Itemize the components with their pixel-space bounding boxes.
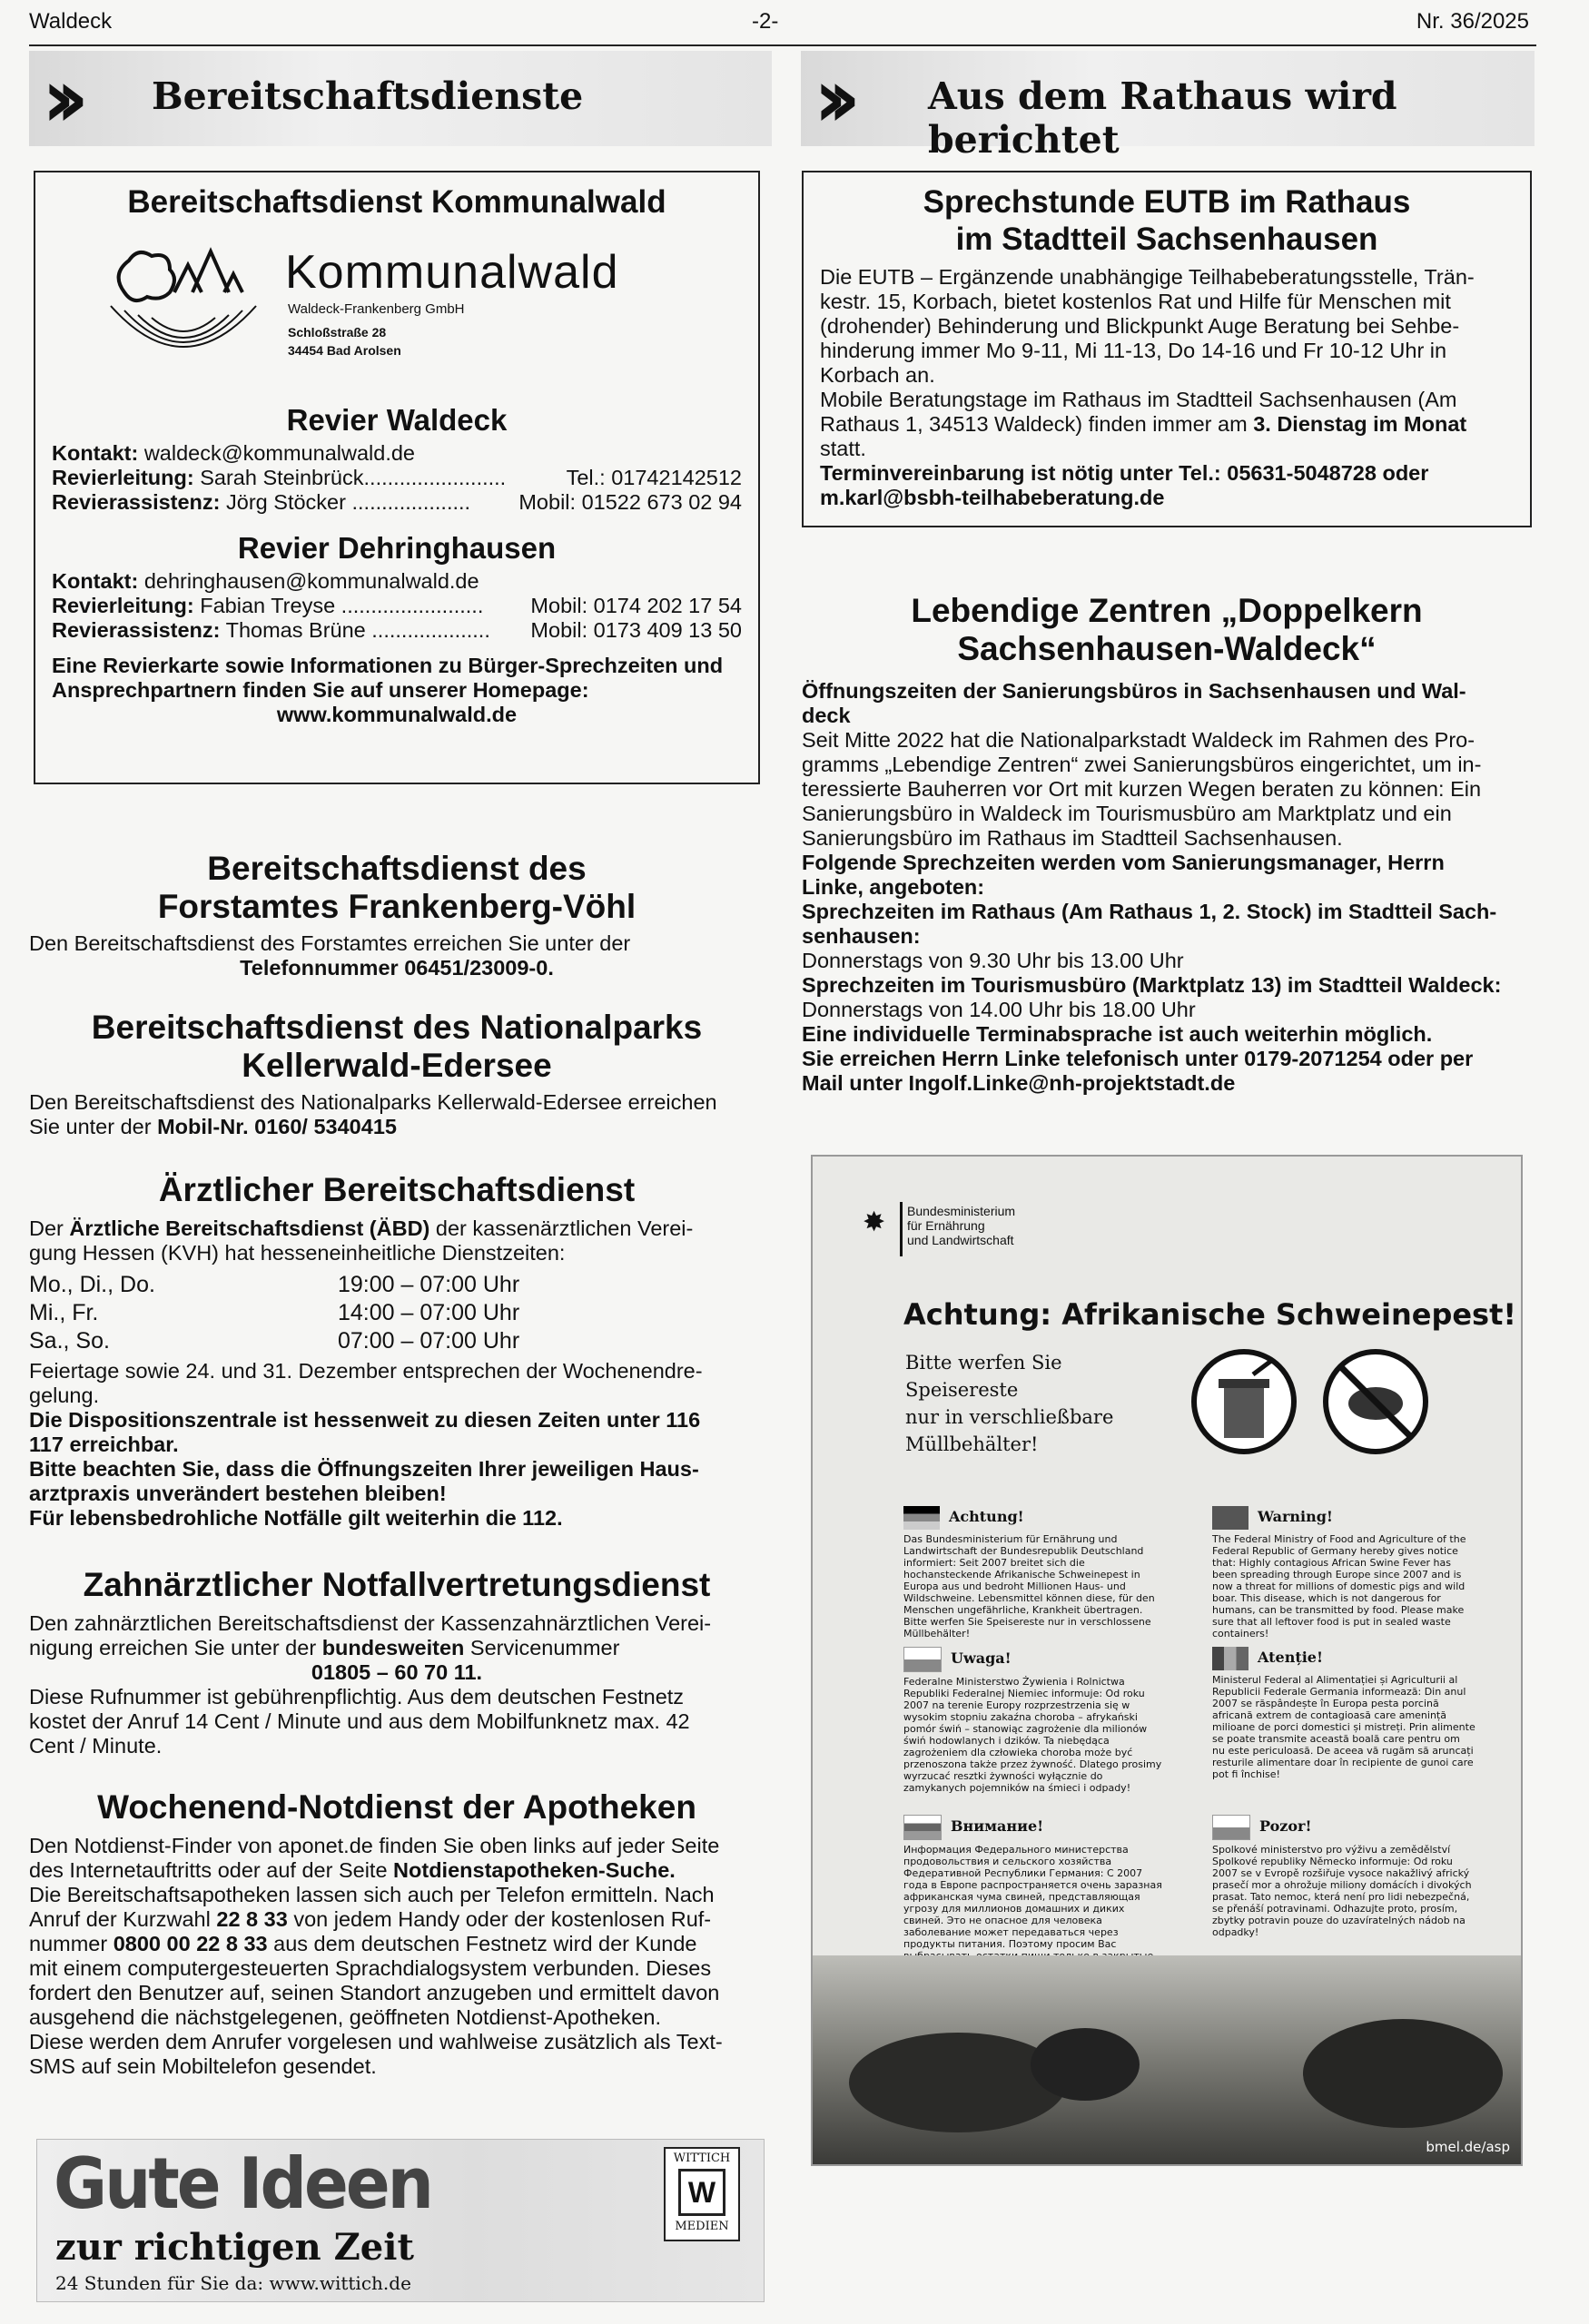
zentren-bold-1: Öffnungszeiten der Sanierungsbüros in Sachsenhausen und Wal- <box>802 679 1466 703</box>
right-section-title: Aus dem Rathaus wird berichtet <box>928 74 1397 162</box>
kommunalwald-note-2: Ansprechpartnern finden Sie auf unserer Homepage: <box>52 678 589 702</box>
zentren-text-3: teressierte Bauherren vor Ort mit kurzen Wegen beraten zu können: Ein <box>802 777 1482 801</box>
ministry-divider <box>900 1202 903 1256</box>
flag-de-icon <box>903 1506 940 1530</box>
kommunalwald-address-street: Schloßstraße 28 <box>288 325 387 340</box>
kommunalwald-note-1: Eine Revierkarte sowie Informationen zu Bürger-Sprechzeiten und <box>52 654 724 677</box>
double-chevron-icon: ›› <box>814 51 842 146</box>
kommunalwald-logo-name: Kommunalwald <box>285 246 619 299</box>
double-chevron-icon: ›› <box>42 51 70 146</box>
zentren-bold-3: Folgende Sprechzeiten werden vom Sanierungsmanager, Herrn <box>802 851 1445 874</box>
revier-dehringhausen-assistenz: Revierassistenz: Thomas Brüne .................... Mobil: 0173 409 13 50 <box>52 618 742 642</box>
asp-subline: Bitte werfen Sie Speisereste nur in verschließbare Müllbehälter! <box>905 1352 1114 1455</box>
revier-dehringhausen-title: Revier Dehringhausen <box>237 531 557 565</box>
zentren-text-7: Donnerstags von 14.00 Uhr bis 18.00 Uhr <box>802 998 1196 1021</box>
apotheke-text-10: SMS auf sein Mobiltelefon gesendet. <box>29 2054 377 2078</box>
wittich-w-icon: W <box>678 2169 725 2216</box>
zentren-bold-10: Mail unter Ingolf.Linke@nh-projektstadt.de <box>802 1071 1236 1095</box>
aerztlich-bold-1: Die Dispositionszentrale ist hessenweit zu diesen Zeiten unter 116 <box>29 1408 701 1432</box>
forstamt-title-1: Bereitschaftsdienst des <box>207 850 587 887</box>
eutb-text-3: (drohender) Behinderung und Blickpunkt Auge Beratung bei Sehbe- <box>820 314 1460 338</box>
no-boar-sign-icon <box>1321 1347 1430 1456</box>
eutb-text-6: Mobile Beratungstage im Rathaus im Stadtteil Sachsenhausen (Am <box>820 388 1457 411</box>
aerztlich-text-1: Der Ärztliche Bereitschaftsdienst (ÄBD) der kassenärztlichen Verei- <box>29 1216 694 1240</box>
nationalpark-text-1: Den Bereitschaftsdienst des Nationalparks Kellerwald-Edersee erreichen <box>29 1090 717 1114</box>
wittich-ad-small: 24 Stunden für Sie da: www.wittich.de <box>55 2272 411 2294</box>
eutb-box <box>802 171 1532 527</box>
flag-cz-icon <box>1212 1815 1250 1840</box>
ministry-name: Bundesministerium für Ernährung und Landwirtschaft <box>907 1204 1016 1247</box>
asp-pl-block: Uwaga! Federalne Ministerstwo Żywienia i Rolnictwa Republiki Federalnej Niemiec informuje: Od roku 2007 na terenie Europy rozprzestrzenia się w wysokim stopniu zakaźna choroba – afrykański pomór świń – stanowiąc zagrożenie dla milionów świń hodowlanych i dzików. Ta niebędąca zagrożeniem dla człowieka choroba może być przenoszona także przez żywność. Dlatego prosimy wyrzucać resztki żywności wyłącznie do zamykanych pojemników na śmieci i odpady! <box>903 1647 1167 1794</box>
zentren-bold-4: Linke, angeboten: <box>802 875 985 899</box>
eutb-title-2: im Stadtteil Sachsenhausen <box>955 222 1378 257</box>
nationalpark-title-2: Kellerwald-Edersee <box>242 1047 552 1084</box>
aerztlich-feiertage-1: Feiertage sowie 24. und 31. Dezember entsprechen der Wochenendre- <box>29 1359 703 1383</box>
apotheke-text-8: ausgehend die nächstgelegenen, geöffneten Notdienst-Apotheken. <box>29 2005 661 2029</box>
zahn-phone: 01805 – 60 70 11. <box>311 1660 483 1684</box>
eutb-text-5: Korbach an. <box>820 363 935 387</box>
aerztlich-bold-5: Für lebensbedrohliche Notfälle gilt weiterhin die 112. <box>29 1506 563 1530</box>
nationalpark-title-1: Bereitschaftsdienst des Nationalparks <box>91 1009 703 1046</box>
zahn-text-1: Den zahnärztlichen Bereitschaftsdienst der Kassenzahnärztlichen Verei- <box>29 1611 712 1635</box>
wild-boar-photo <box>813 1955 1521 2164</box>
zahn-text-5: Cent / Minute. <box>29 1734 163 1758</box>
revier-waldeck-contact: Kontakt: waldeck@kommunalwald.de <box>52 441 415 465</box>
kommunalwald-address-city: 34454 Bad Arolsen <box>288 343 401 358</box>
apotheke-text-9: Diese werden dem Anrufer vorgelesen und wahlweise zusätzlich als Text- <box>29 2030 723 2053</box>
eutb-text-2: kestr. 15, Korbach, bietet kostenlos Rat und Hilfe für Menschen mit <box>820 290 1451 313</box>
zahn-text-4: kostet der Anruf 14 Cent / Minute und aus dem Mobilfunknetz max. 42 <box>29 1709 690 1733</box>
aerztlich-bold-3: Bitte beachten Sie, dass die Öffnungszeiten Ihrer jeweiligen Haus- <box>29 1457 699 1481</box>
flag-pl-icon <box>903 1647 942 1672</box>
eagle-icon: ✸ <box>863 1207 886 1237</box>
wittich-logo <box>664 2147 740 2241</box>
aerztlich-time-row: Sa., So. 07:00 – 07:00 Uhr <box>29 1328 520 1354</box>
zentren-bold-8: Eine individuelle Terminabsprache ist auch weiterhin möglich. <box>802 1022 1433 1046</box>
aerztlich-feiertage-2: gelung. <box>29 1384 100 1407</box>
aerztlich-time-row: Mo., Di., Do. 19:00 – 07:00 Uhr <box>29 1272 520 1297</box>
zentren-title-2: Sachsenhausen-Waldeck“ <box>957 630 1377 667</box>
forstamt-phone: Telefonnummer 06451/23009-0. <box>240 956 554 980</box>
left-section-banner <box>29 51 772 146</box>
zentren-bold-7: Sprechzeiten im Tourismusbüro (Marktplatz 13) im Stadtteil Waldeck: <box>802 973 1502 997</box>
apotheke-section <box>29 1788 765 2079</box>
wittich-logo-bottom: MEDIEN <box>675 2220 729 2233</box>
left-section-title: Bereitschaftsdienste <box>152 74 584 118</box>
wittich-logo-top: WITTICH <box>673 2152 731 2165</box>
revier-dehringhausen-leitung: Revierleitung: Fabian Treyse ........................ Mobil: 0174 202 17 54 <box>52 594 742 617</box>
aerztlich-section <box>29 1171 765 1531</box>
zentren-text-1: Seit Mitte 2022 hat die Nationalparkstadt Waldeck im Rahmen des Pro- <box>802 728 1476 752</box>
asp-headline: Achtung: Afrikanische Schweinepest! <box>903 1297 1516 1332</box>
asp-cz-block: Pozor! Spolkové ministerstvo pro výživu a zemědělství Spolkové republiky Německo informuje: Od roku 2007 se v Evropě rozšiřuje vysoce nakažlivý africký prasečí mor a ohrožuje miliony domácích i divokých prasat. Tato nemoc, která není pro lidi nebezpečná, se přenáší potravinami. Odhazujte proto, prosím, zbytky potravin pouze do uzavíratelných nádob na odpadky! <box>1212 1815 1476 1938</box>
zentren-text-6: Donnerstags von 9.30 Uhr bis 13.00 Uhr <box>802 949 1184 972</box>
forstamt-title-2: Forstamtes Frankenberg-Vöhl <box>157 888 637 925</box>
apotheke-text-2: des Internetauftritts oder auf der Seite Notdienstapotheken-Suche. <box>29 1858 676 1882</box>
zentren-bold-5: Sprechzeiten im Rathaus (Am Rathaus 1, 2. Stock) im Stadtteil Sach- <box>802 900 1497 923</box>
zentren-bold-6: senhausen: <box>802 924 921 948</box>
aerztlich-bold-4: arztpraxis unverändert bestehen bleiben! <box>29 1482 447 1505</box>
asp-de-block: Achtung! Das Bundesministerium für Ernährung und Landwirtschaft der Bundesrepublik Deutschland informiert: Seit 2007 breitet sich die hochansteckende Afrikanische Schweinepest in Europa aus und bedroht Millionen Haus- und Wildschweine. Lebensmittel können diese, für den Menschen ungefährliche, Krankheit übertragen. Bitte werfen Sie Speisereste nur in verschlossene Müllbehälter! <box>903 1506 1167 1640</box>
eutb-text-7: Rathaus 1, 34513 Waldeck) finden immer am 3. Dienstag im Monat <box>820 412 1467 436</box>
nationalpark-section <box>29 1009 765 1139</box>
zahn-title: Zahnärztlicher Notfallvertretungsdienst <box>83 1566 711 1603</box>
asp-ro-block: Atenție! Ministerul Federal al Alimentației și Agriculturii al Republicii Federale Germania informează: Din anul 2007 se răspândește în Europa pesta porcină africană extrem de contagioasă care amenință milioane de porci domestici și mistreți. Prin alimente se poate transmite această boală care pentru om nu este periculoasă. De aceea vă rugăm să aruncați resturile alimentare doar în recipiente de gunoi care pot fi închise! <box>1212 1647 1476 1780</box>
zentren-text-5: Sanierungsbüro im Rathaus im Stadtteil Sachsenhausen. <box>802 826 1343 850</box>
wittich-ad <box>36 2139 765 2302</box>
header-town: Waldeck <box>29 9 113 34</box>
aerztlich-title: Ärztlicher Bereitschaftsdienst <box>158 1171 636 1208</box>
asp-ad <box>811 1155 1523 2166</box>
zahn-text-2: nigung erreichen Sie unter der bundesweiten Servicenummer <box>29 1636 620 1659</box>
zentren-bold-2: deck <box>802 704 851 727</box>
bin-sign-icon <box>1189 1347 1298 1456</box>
kommunalwald-title: Bereitschaftsdienst Kommunalwald <box>127 184 666 220</box>
aerztlich-times <box>29 1271 765 1355</box>
kommunalwald-url[interactable]: www.kommunalwald.de <box>276 703 518 726</box>
revier-waldeck-title: Revier Waldeck <box>286 403 508 437</box>
kommunalwald-box <box>34 171 760 784</box>
asp-ru-block: Внимание! Информация Федерального министерства продовольствия и сельского хозяйства Федеративной Республики Германия: С 2007 года в Европе распространяется очень заразная африканская чума свиней, представляющая угрозу для миллионов домашних и диких свиней. Это не опасное для человека заболевание может передаваться через продукты питания. Поэтому просим Вас <box>903 1815 1167 1974</box>
nationalpark-text-2: Sie unter der Mobil-Nr. 0160/ 5340415 <box>29 1115 397 1138</box>
eutb-text-8: statt. <box>820 437 866 460</box>
zentren-bold-9: Sie erreichen Herrn Linke telefonisch unter 0179-2071254 oder per <box>802 1047 1474 1070</box>
eutb-title-1: Sprechstunde EUTB im Rathaus <box>923 184 1411 220</box>
apotheke-title: Wochenend-Notdienst der Apotheken <box>97 1788 696 1826</box>
right-section-banner <box>801 51 1535 162</box>
revier-dehringhausen-contact: Kontakt: dehringhausen@kommunalwald.de <box>52 569 479 593</box>
wittich-ad-sub: zur richtigen Zeit <box>55 2226 414 2269</box>
apotheke-text-5: nummer 0800 00 22 8 33 aus dem deutschen Festnetz wird der Kunde <box>29 1932 697 1955</box>
zentren-text-2: gramms „Lebendige Zentren“ zwei Sanierungsbüros eingerichtet, um in- <box>802 753 1482 776</box>
aerztlich-time-row: Mi., Fr. 14:00 – 07:00 Uhr <box>29 1300 520 1325</box>
wittich-ad-big: Gute Ideen <box>54 2142 431 2225</box>
aerztlich-text-2: gung Hessen (KVH) hat hesseneinheitliche Dienstzeiten: <box>29 1241 566 1265</box>
forstamt-text: Den Bereitschaftsdienst des Forstamtes erreichen Sie unter der <box>29 931 631 955</box>
issue-number: Nr. 36/2025 <box>1416 9 1529 34</box>
kommunalwald-logo-sub: Waldeck-Frankenberg GmbH <box>288 301 465 317</box>
eutb-text-1: Die EUTB – Ergänzende unabhängige Teilhabeberatungsstelle, Trän- <box>820 265 1475 289</box>
revier-waldeck-leitung: Revierleitung: Sarah Steinbrück........................ Tel.: 01742142512 <box>52 466 742 489</box>
flag-uk-icon <box>1212 1506 1248 1530</box>
apotheke-text-1: Den Notdienst-Finder von aponet.de finden Sie oben links auf jeder Seite <box>29 1834 720 1857</box>
aerztlich-bold-2: 117 erreichbar. <box>29 1433 179 1456</box>
zahn-text-3: Diese Rufnummer ist gebührenpflichtig. Aus dem deutschen Festnetz <box>29 1685 685 1709</box>
eutb-text-4: hinderung immer Mo 9-11, Mi 11-13, Do 14-16 und Fr 10-12 Uhr in <box>820 339 1447 362</box>
kommunalwald-logo <box>52 238 742 374</box>
flag-ro-icon <box>1212 1647 1248 1670</box>
revier-waldeck-assistenz: Revierassistenz: Jörg Stöcker .................... Mobil: 01522 673 02 94 <box>52 490 742 514</box>
header-rule <box>29 44 1536 46</box>
flag-ru-icon <box>903 1815 942 1840</box>
eutb-bold-1: Terminvereinbarung ist nötig unter Tel.: 05631-5048728 oder <box>820 461 1429 485</box>
apotheke-text-4: Anruf der Kurzwahl 22 8 33 von jedem Handy oder der kostenlosen Ruf- <box>29 1907 712 1931</box>
apotheke-text-3: Die Bereitschaftsapotheken lassen sich auch per Telefon ermitteln. Nach <box>29 1883 715 1906</box>
eutb-email[interactable]: m.karl@bsbh-teilhabeberatung.de <box>820 486 1165 509</box>
page-number: -2- <box>752 9 779 34</box>
zentren-section <box>802 592 1532 1096</box>
apotheke-text-6: mit einem computergesteuerten Sprachdialogsystem verbunden. Dieses <box>29 1956 712 1980</box>
apotheke-text-7: fordert den Benutzer auf, seinen Standort anzugeben und ermittelt davon <box>29 1981 720 2004</box>
zentren-text-4: Sanierungsbüro in Waldeck im Tourismusbüro am Marktplatz und ein <box>802 802 1452 825</box>
forest-logo-icon <box>106 238 261 356</box>
zentren-title-1: Lebendige Zentren „Doppelkern <box>911 592 1423 629</box>
asp-en-block: Warning! The Federal Ministry of Food and Agriculture of the Federal Republic of Germany hereby gives notice that: Highly contagious African Swine Fever has been spreading through Europe since 2007 and is now a threat for millions of domestic pigs and wild boar. This disease, which is not dangerous for humans, can be transmitted by food. Please make sure that all leftover food is put in sealed waste containers! <box>1212 1506 1476 1640</box>
asp-url[interactable]: bmel.de/asp <box>1426 2139 1510 2155</box>
zahn-section <box>29 1566 765 1758</box>
forstamt-section <box>29 850 765 980</box>
